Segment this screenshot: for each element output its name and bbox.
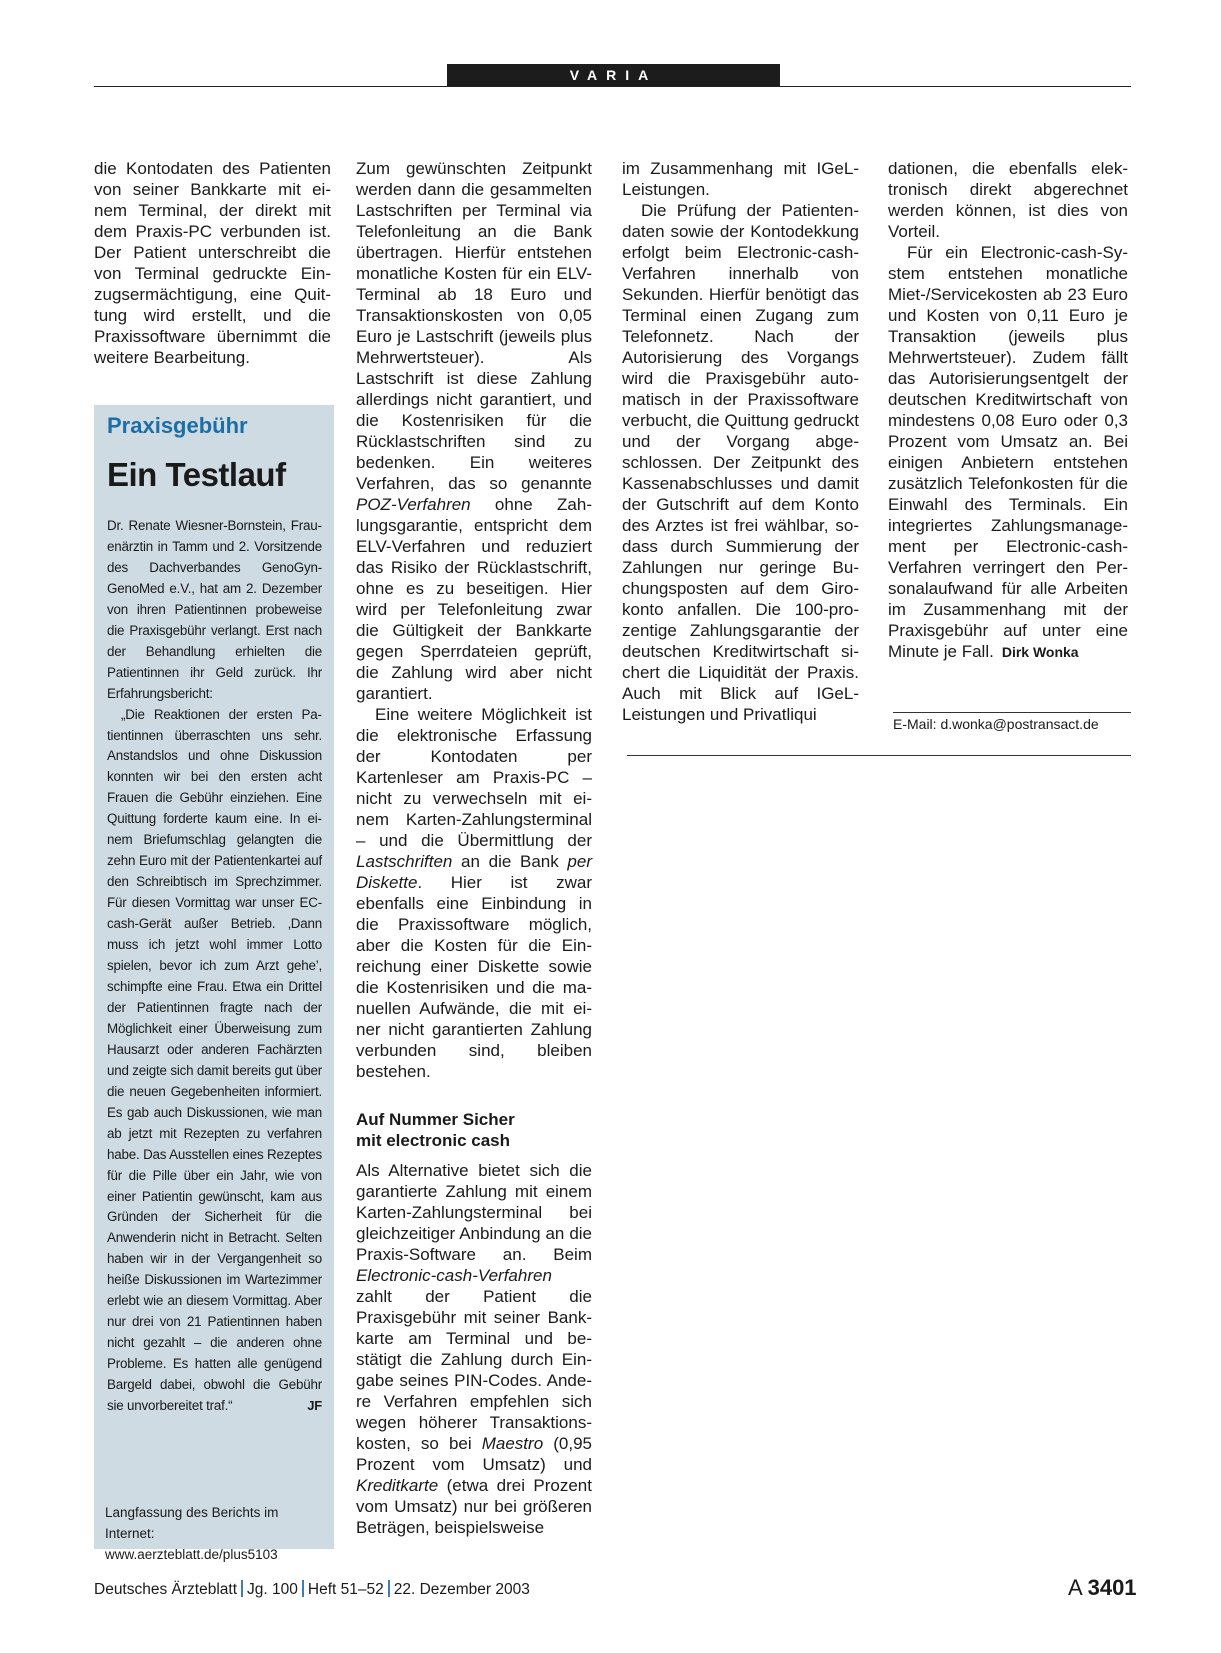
- author-email[interactable]: E-Mail: d.wonka@postransact.de: [893, 716, 1099, 732]
- header-rule: [94, 86, 1131, 87]
- sidebar-body: [107, 516, 322, 1417]
- issue-date: 22. Dezember 2003: [393, 1581, 530, 1598]
- col2-p3-italic-3: Kreditkarte: [356, 1476, 439, 1495]
- column-2: [356, 158, 592, 1538]
- col2-p2-italic-2: per Diskette: [356, 852, 592, 892]
- subheading-line-1: Auf Nummer Sicher: [356, 1110, 515, 1129]
- col2-p1-tail: ohne Zahlungsgarantie, entspricht dem ELV-Verfahren und reduziert das Risiko der Rücklastschrift, ohne es zu beseitigen. Hier wird per Telefonleitung zwar die Gültigkeit der Bankkarte gegen Sperrdateien geprüft, die Zahlung wird aber nicht garantiert.: [356, 495, 592, 703]
- col2-p1-italic: POZ-Verfahren: [356, 495, 471, 514]
- journal-name: Deutsches Ärzteblatt: [94, 1581, 238, 1598]
- section-label: VARIA: [447, 64, 780, 86]
- col2-p3-a: Als Alternative bietet sich die garantierte Zahlung mit einem Karten-Zahlungsterminal bei gleichzeitiger Anbindung an die Praxis-Software an. Beim: [356, 1161, 592, 1264]
- col2-paragraph-2: [356, 704, 592, 1082]
- journal-volume: Jg. 100: [247, 1581, 298, 1598]
- col4-paragraph-2: [888, 242, 1128, 663]
- sidebar-title: Ein Testlauf: [107, 456, 286, 493]
- column-3: [622, 158, 859, 725]
- footer-separator: [241, 1580, 243, 1597]
- subheading: [356, 1109, 592, 1151]
- sidebar-footnote: [105, 1502, 330, 1565]
- col2-p3-c: (0,95 Prozent vom Umsatz) und: [356, 1434, 592, 1474]
- sidebar-quote: [107, 705, 322, 1417]
- intro-paragraph: die Kontodaten des Patienten von seiner Bankkarte mit einem Terminal, der direkt mit dem Praxis-PC verbunden ist. Der Patient unterschreibt die von Terminal gedruckte Einzugsermächtigung, eine Quittung wird erstellt, und die Praxissoftware übernimmt die weitere Bearbeitung.: [94, 159, 331, 367]
- column-3-end-rule: [627, 755, 1131, 756]
- sidebar-initials: JF: [307, 1398, 322, 1414]
- sidebar-footnote-link[interactable]: www.aerzteblatt.de/plus5103: [105, 1547, 278, 1562]
- col2-p3-d: (etwa drei Prozent vom Umsatz) nur bei größeren Beträgen, beispielsweise: [356, 1476, 592, 1537]
- page-number-value: 3401: [1087, 1575, 1137, 1600]
- page-prefix: A: [1068, 1575, 1082, 1600]
- sidebar-quote-text: „Die Reaktionen der ersten Patientinnen überraschten uns sehr. Anstandslos und ohne Diskussion konnten wir bei den ersten acht Frauen die Gebühr einziehen. Eine Quittung forderte kaum eine. In einem Briefumschlag gelangten die zehn Euro mit der Patientenkartei auf den Schreibtisch im Sprechzimmer. Für diesen Vormittag war unser EC-cash-Gerät außer Betrieb. ‚Dann muss ich jetzt wohl immer Lotto spielen, bevor ich zum Arzt gehe’, schimpfte eine Frau. Etwa ein Drittel der Patientinnen fragte nach der Möglichkeit einer Überweisung zum Hausarzt oder anderen Fachärzten und zeigte sich damit bereits gut über die neuen Gegebenheiten informiert. Es gab auch Diskussionen, wie man ab jetzt mit Rezepten zu verfahren habe. Das Ausstellen eines Rezeptes für die Pille über ein Jahr, wie von einer Patientin gewünscht, kam aus Gründen der Sicherheit für die Anwenderin nicht in Betracht. Selten haben wir in der Vergangenheit so heiße Diskussionen im Wartezimmer erlebt wie an diesem Vormittag. Aber nur drei von 21 Patientinnen haben nicht gezahlt – die anderen ohne Probleme. Es hatten alle genügend Bargeld dabei, obwohl die Gebühr sie unvorbereitet traf.“: [107, 706, 322, 1414]
- col2-p2-c: . Hier ist zwar ebenfalls eine Einbindung in die Praxissoftware möglich, aber die Kosten für die Einreichung einer Diskette sowie die Kostenrisiken und die manuellen Aufwände, die mit einer nicht garantierten Zahlung verbunden sind, bleiben bestehen.: [356, 873, 592, 1081]
- footer-separator: [388, 1580, 390, 1597]
- col2-p2-b: an die Bank: [452, 852, 568, 871]
- page-number: [1068, 1575, 1137, 1601]
- page-footer: [94, 1580, 530, 1599]
- column-1: [94, 158, 331, 368]
- col2-p3-italic-2: Maestro: [481, 1434, 544, 1453]
- col3-paragraph-2: Die Prüfung der Patientendaten sowie der Kontodekkung erfolgt beim Electronic-cash-Verfahren innerhalb von Sekunden. Hierfür benötigt das Terminal einen Zugang zum Telefonnetz. Nach der Autorisierung des Vorgangs wird die Praxisgebühr automatisch in der Praxissoftware verbucht, die Quittung gedruckt und der Vorgang abgeschlossen. Der Zeitpunkt des Kassenabschlusses und damit der Gutschrift auf dem Konto des Arztes ist frei wählbar, sodass durch Summierung der Zahlungen nur geringe Buchungsposten auf dem Girokonto anfallen. Die 100-prozentige Zahlungsgarantie der deutschen Kreditwirtschaft sichert die Liquidität der Praxis. Auch mit Blick auf IGeL-Leistungen und Privatliqui: [622, 201, 859, 724]
- col2-p1-text: Zum gewünschten Zeitpunkt werden dann die gesammelten Lastschriften per Terminal via Telefonleitung an die Bank übertragen. Hierfür entstehen monatliche Kosten für ein ELV-Terminal ab 18 Euro und Transaktionskosten von 0,05 Euro je Lastschrift (jeweils plus Mehrwertsteuer). Als Lastschrift ist diese Zahlung allerdings nicht garantiert, und die Kostenrisiken für die Rücklastschriften sind zu bedenken. Ein weiteres Verfahren, das so genannte: [356, 159, 592, 493]
- col2-p2-a: Eine weitere Möglichkeit ist die elektronische Erfassung der Kontodaten per Kartenleser am Praxis-PC – nicht zu verwechseln mit einem Karten-Zahlungsterminal – und die Übermittlung der: [356, 705, 592, 850]
- email-rule: [893, 712, 1131, 713]
- journal-issue: Heft 51–52: [307, 1581, 384, 1598]
- subheading-line-2: mit electronic cash: [356, 1131, 511, 1150]
- col4-p2-text: Für ein Electronic-cash-System entstehen monatliche Miet-/Servicekosten ab 23 Euro und Kosten von 0,11 Euro je Transaktion (jeweils plus Mehrwertsteuer). Zudem fällt das Autorisierungsentgelt der deutschen Kreditwirtschaft von mindestens 0,08 Euro oder 0,3 Prozent vom Umsatz an. Bei einigen Anbietern entstehen zusätzlich Telefonkosten für die Einwahl des Terminals. Ein integriertes Zahlungsmanagement per Electronic-cash-Verfahren verringert den Personalaufwand für alle Arbeiten im Zusammenhang mit der Praxisgebühr auf unter eine Minute je Fall.: [888, 243, 1128, 661]
- col2-paragraph-1: [356, 158, 592, 704]
- col4-paragraph-1: dationen, die ebenfalls elektronisch direkt abgerechnet werden können, ist dies von Vorteil.: [888, 159, 1128, 241]
- col2-p3-b: zahlt der Patient die Praxisgebühr mit seiner Bankkarte am Terminal und bestätigt die Zahlung durch Eingabe seines PIN-Codes. Andere Verfahren empfehlen sich wegen höherer Transaktionskosten, so bei: [356, 1287, 592, 1453]
- col2-paragraph-3: [356, 1160, 592, 1538]
- sidebar-footnote-line1: Langfassung des Berichts im Internet:: [105, 1505, 279, 1541]
- sidebar-kicker: Praxisgebühr: [107, 413, 248, 438]
- col2-p2-italic-1: Lastschriften: [356, 852, 453, 871]
- author-name: Dirk Wonka: [1001, 644, 1079, 660]
- col3-paragraph-1: im Zusammenhang mit IGeL-Leistungen.: [622, 159, 859, 199]
- footer-separator: [302, 1580, 304, 1597]
- sidebar-intro: Dr. Renate Wiesner-Bornstein, Frauenärztin in Tamm und 2. Vorsitzende des Dachverbandes GenoGyn-GenoMed e.V., hat am 2. Dezember von ihren Patientinnen probeweise die Praxisgebühr verlangt. Erst nach der Behandlung erhielten die Patientinnen ihr Geld zurück. Ihr Erfahrungsbericht:: [107, 518, 322, 701]
- col2-p3-italic-1: Electronic-cash-Verfahren: [356, 1266, 552, 1285]
- column-4: [888, 158, 1128, 663]
